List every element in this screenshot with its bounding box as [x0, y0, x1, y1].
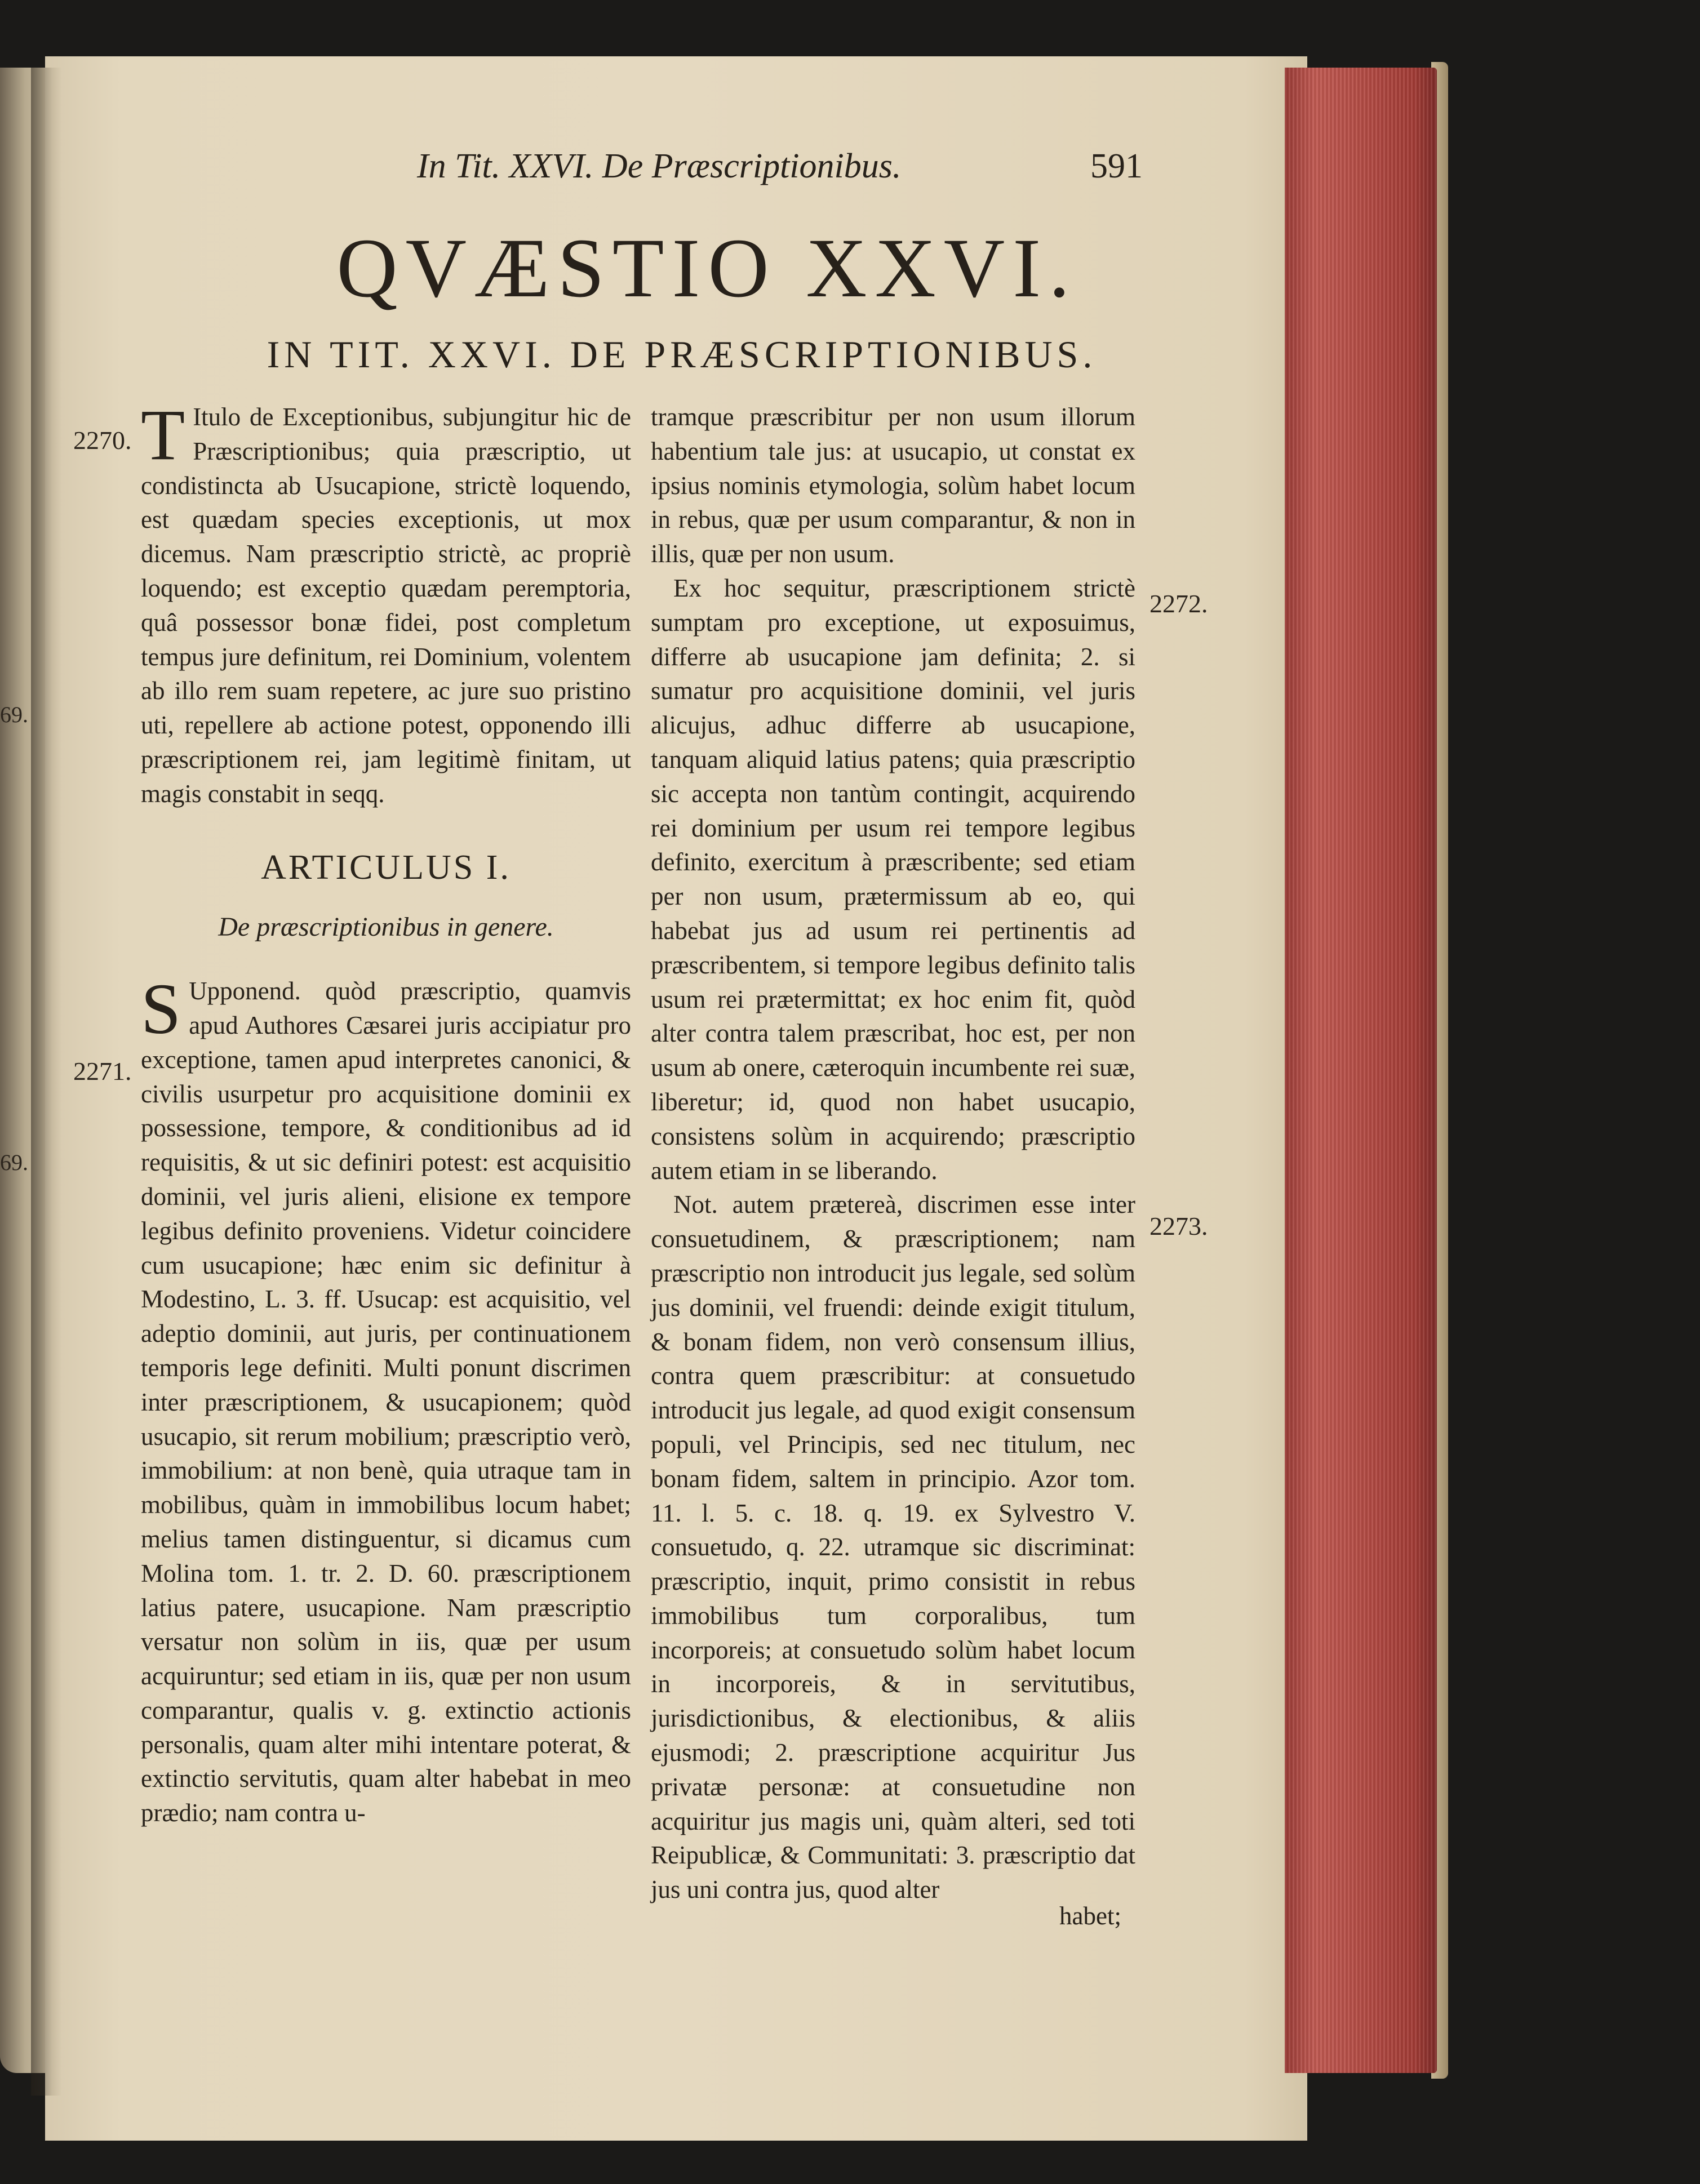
- dropcap-t: T: [141, 395, 185, 475]
- intro-paragraph: [141, 395, 631, 811]
- margin-note-2273: 2273.: [1149, 1212, 1208, 1240]
- margin-note-2270: 2270.: [73, 426, 132, 455]
- running-title: In Tit. XXVI. De Præscriptionibus.: [417, 147, 902, 185]
- intro-text: Itulo de Exceptionibus, subjungitur hic de Præscriptionibus; quia præscriptio, ut condistincta ab Usucapione, strictè loquendo, est quædam species exceptionis, ut mox dicemus. Nam præscriptio strictè, ac propriè loquendo; est exceptio quædam peremptoria, quâ possessor bonæ fidei, post completum tempus jure definitum, rei Dominium, volentem ab illo rem suam repetere, ac jure suo pristino uti, repellere ab actione potest, opponendo illi præscriptionem rei, jam legitimè finitam, ut magis constabit in seqq.: [141, 403, 631, 808]
- article-paragraph: [141, 969, 631, 1830]
- page-number: 591: [1090, 147, 1143, 185]
- article-text: Upponend. quòd præscriptio, quamvis apud Authores Cæsarei juris accipiatur pro exceptione, tamen apud interpretes canonici, & civilis usurpetur pro acquisitione dominii ex possessione, tempore, & conditionibus ad id requisitis, & ut sic definiri potest: est acquisitio dominii, vel juris alieni, elisione ex tempore legibus definito proveniens. Videtur coincidere cum usucapione; hæc enim sic definitur à Modestino, L. 3. ff. Usucap: est acquisitio, vel adeptio dominii, aut juris, per continuationem temporis lege definiti. Multi ponunt discrimen inter præscriptionem, & usucapionem; quòd usucapio, sit rerum mobilium; præscriptio verò, immobilium: at non benè, quia utraque tam in mobilibus, quàm in immobilibus locum habet; melius tamen distinguentur, si dicamus cum Molina tom. 1. tr. 2. D. 60. præscriptionem latius patere, usucapione. Nam præscriptio versatur non solùm in iis, quæ per usum acquiruntur; sed etiam in iis, quæ per non usum comparantur, qualis v. g. extinctio actionis personalis, quam alter mihi intentare poterat, & extinctio servitutis, quam alter habebat in meo prædio; nam contra u-: [141, 977, 631, 1827]
- right-paragraph-1: tramque præscribitur per non usum illorum habentium tale jus: at usucapio, ut constat ex ipsius nominis etymologia, solùm habet locum in rebus, quæ per usum comparantur, & non in illis, quæ per non usum.: [651, 403, 1135, 568]
- left-column: [141, 395, 631, 1830]
- book-gutter: [31, 68, 62, 2096]
- section-title: IN TIT. XXVI. DE PRÆSCRIPTIONIBUS.: [267, 333, 1097, 376]
- right-column: [651, 400, 1135, 1907]
- margin-note-edge-1: 69.: [0, 702, 28, 727]
- right-paragraph-2: Ex hoc sequitur, præscriptionem strictè sumptam pro exceptione, ut exposuimus, differre ab usucapione jam definita; 2. si sumatur pro acquisitione dominii, vel juris alicujus, adhuc differre ab usucapione, tanquam aliquid latius patens; quia præscriptio sic accepta non tantùm contingit, acquirendo rei dominium per usum rei tempore legibus definito, exercitum à præscribente; sed etiam per non usum, prætermissum ab eo, qui habebat jus ad usum rei pertinentis ad præscribentem, si tempore legibus definito talis usum rei prætermittat; ex hoc enim fit, quòd alter contra talem præscribat, hoc est, per non usum ab onere, cæteroquin incumbente rei suæ, liberetur; id, quod non habet usucapio, consistens solùm in acquirendo; præscriptio autem etiam in se liberando.: [651, 573, 1135, 1185]
- margin-note-2272: 2272.: [1149, 589, 1208, 618]
- catch-word: habet;: [1059, 1902, 1121, 1930]
- margin-note-edge-2: 69.: [0, 1150, 28, 1175]
- chapter-title: QVÆSTIO XXVI.: [336, 221, 1078, 315]
- article-heading: ARTICULUS I.: [261, 848, 511, 887]
- article-subheading: De præscriptionibus in genere.: [218, 912, 554, 942]
- dropcap-s: S: [141, 969, 181, 1049]
- margin-note-2271: 2271.: [73, 1057, 132, 1086]
- page-edges-red: [1285, 68, 1437, 2073]
- right-paragraph-3: Not. autem prætereà, discrimen esse inter consuetudinem, & præscriptionem; nam præscriptio non introducit jus legale, sed solùm jus dominii, vel fruendi: deinde exigit titulum, & bonam fidem, non verò consensum illius, contra quem præscribitur: at consuetudo introducit jus legale, ad quod exigit consensum populi, vel Principis, sed nec titulum, nec bonam fidem, saltem in principio. Azor tom. 11. l. 5. c. 18. q. 19. ex Sylvestro V. consuetudo, q. 22. utramque sic discriminat: præscriptio, inquit, primo consistit in rebus immobilibus tum corporalibus, tum incorporeis; at consuetudo solùm habet locum in incorporeis, & in servitutibus, jurisdictionibus, & electionibus, & aliis ejusmodi; 2. præscriptione acquiritur Jus privatæ personæ: at consuetudine non acquiritur jus magis uni, quàm alteri, sed toti Reipublicæ, & Communitati: 3. præscriptio dat jus uni contra jus, quod alter: [651, 1190, 1135, 1904]
